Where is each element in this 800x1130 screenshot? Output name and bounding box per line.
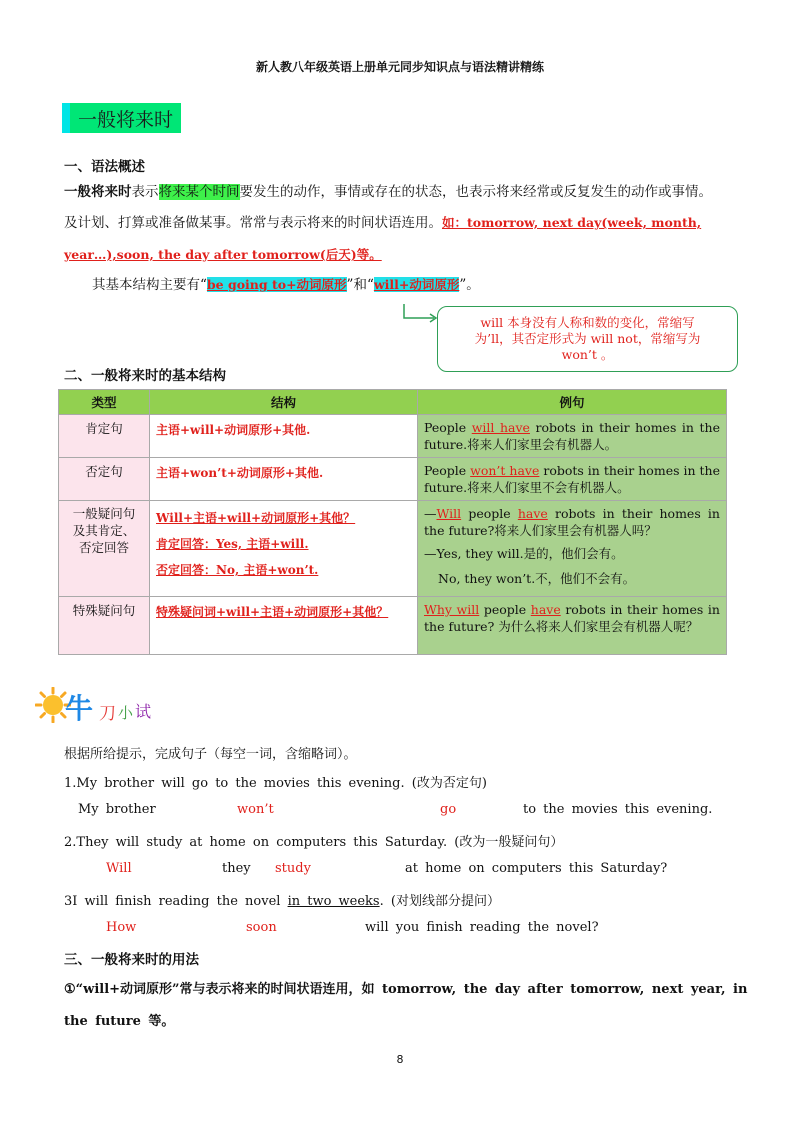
answer-2-suffix: at home on computers this Saturday?	[405, 861, 668, 876]
answer-1-prefix: My brother	[78, 802, 156, 817]
section1-structures-line	[92, 275, 692, 295]
text: People	[424, 420, 472, 435]
question-2: 2.They will study at home on computers this Saturday. (改为一般疑问句）	[64, 835, 564, 850]
text: . (对划线部分提问）	[379, 894, 500, 909]
type-line: 一般疑问句	[72, 506, 136, 521]
section2-heading: 二、一般将来时的基本结构	[64, 368, 226, 384]
row-structure: 主语+won’t+动词原形+其他.	[150, 458, 418, 501]
title-accent-bar	[62, 103, 70, 133]
text: robots in their homes in the future.将来人们家里会有机器人。	[424, 420, 720, 452]
practice-badge	[35, 685, 160, 725]
red-text: won’t have	[470, 463, 540, 478]
text: 3I will finish reading the novel	[64, 894, 288, 909]
answer-yes: —Yes, they will.是的，他们会有。	[424, 546, 624, 561]
question-1: 1.My brother will go to the movies this evening. (改为否定句)	[64, 776, 487, 791]
badge-char: 牛	[65, 692, 94, 725]
section3-line1: ①“will+动词原形”常与表示将来的时间状语连用，如 tomorrow, the day after tomorrow, next year, in	[64, 982, 748, 997]
table-header: 结构	[150, 390, 418, 415]
structure-line: 否定回答：No, 主语+won’t.	[156, 563, 319, 577]
red-text: have	[530, 602, 561, 617]
answer-no: No, they won’t.不，他们不会有。	[438, 571, 636, 586]
practice-instruction: 根据所给提示，完成句子（每空一词，含缩略词）。	[64, 747, 357, 762]
text: robots in their homes in the future? 为什么将来人们家里会有机器人呢？	[424, 602, 720, 634]
badge-char: 刀	[99, 704, 116, 724]
underlined-text: in two weeks	[287, 894, 380, 909]
will-note-box	[437, 306, 738, 372]
badge-char: 试	[135, 702, 152, 721]
section1-paragraph-line2	[64, 213, 754, 233]
badge-char: 小	[118, 704, 134, 722]
structure-line: Will+主语+will+动词原形+其他？	[156, 511, 356, 525]
table-header: 类型	[59, 390, 150, 415]
row-type	[59, 501, 150, 597]
table-header: 例句	[418, 390, 727, 415]
note-line: won’t 。	[561, 347, 614, 362]
section1-paragraph-line1	[64, 182, 744, 202]
row-structure: 主语+will+动词原形+其他.	[150, 415, 418, 458]
text: —	[424, 506, 437, 521]
term: 一般将来时	[64, 184, 132, 200]
examples-red: year…),soon, the day after tomorrow(后天)等。	[64, 247, 382, 262]
text: people	[479, 602, 531, 617]
text: 要发生的动作，事情或存在的状态，也表示将来经常或反复发生的动作或事情。	[239, 184, 712, 200]
highlight-text: 将来某个时间	[158, 184, 240, 200]
main-title: 一般将来时	[78, 109, 174, 131]
structure-table	[58, 389, 727, 655]
answer-text: they	[222, 861, 251, 876]
row-type: 否定句	[59, 458, 150, 501]
question-3	[64, 890, 500, 909]
table-row	[59, 415, 727, 458]
answer-3-suffix: will you finish reading the novel?	[365, 920, 599, 935]
type-line: 及其肯定、	[72, 523, 136, 538]
row-example	[418, 458, 727, 501]
note-line: will 本身没有人称和数的变化，常缩写	[480, 315, 695, 330]
row-example	[418, 415, 727, 458]
red-text: will have	[471, 420, 530, 435]
main-title-block	[62, 103, 181, 133]
text: 表示	[131, 184, 159, 200]
red-text: Why will	[424, 602, 480, 617]
text: People	[424, 463, 471, 478]
table-row	[59, 501, 727, 597]
section1-heading: 一、语法概述	[64, 159, 145, 175]
answer-blank: study	[275, 861, 311, 876]
row-type: 肯定句	[59, 415, 150, 458]
table-header-row	[59, 390, 727, 415]
answer-blank: soon	[246, 920, 277, 935]
row-structure	[150, 501, 418, 597]
table-row	[59, 597, 727, 655]
section3-line2: the future 等。	[64, 1014, 175, 1029]
text: 其基本结构主要有“	[92, 277, 207, 293]
red-text: have	[517, 506, 548, 521]
text: ”和“	[346, 277, 374, 293]
text: people	[461, 506, 518, 521]
text: robots in their homes in the future.将来人们家里不会有机器人。	[424, 463, 720, 495]
red-text: Will	[436, 506, 462, 521]
page-number: 8	[396, 1053, 404, 1066]
document-header: 新人教八年级英语上册单元同步知识点与语法精讲精练	[255, 60, 544, 74]
answer-1-suffix: to the movies this evening.	[523, 802, 713, 817]
text: 及计划、打算或准备做某事。常常与表示将来的时间状语连用。	[64, 215, 442, 231]
structure-will: will+动词原形	[373, 277, 460, 292]
note-line: 为’ll，其否定形式为 will not，常缩写为	[474, 331, 701, 346]
table-row	[59, 458, 727, 501]
text: ”。	[459, 277, 480, 293]
answer-blank: won’t	[237, 802, 274, 817]
answer-blank: How	[106, 920, 137, 935]
arrow-icon	[402, 302, 442, 326]
type-line: 否定回答	[78, 540, 129, 555]
answer-blank: Will	[106, 861, 132, 876]
row-structure: 特殊疑问词+will+主语+动词原形+其他？	[150, 597, 418, 655]
text: robots in their homes in the future?将来人们家里会有机器人吗？	[424, 506, 720, 538]
row-type: 特殊疑问句	[59, 597, 150, 655]
row-example	[418, 597, 727, 655]
structure-line: 肯定回答：Yes, 主语+will.	[156, 537, 309, 551]
answer-blank: go	[440, 802, 457, 817]
examples-red: 如：tomorrow, next day(week, month,	[442, 215, 702, 230]
section1-paragraph-line3	[64, 245, 744, 265]
structure-be-going-to: be going to+动词原形	[206, 277, 347, 292]
row-example	[418, 501, 727, 597]
section3-heading: 三、一般将来时的用法	[64, 952, 199, 968]
